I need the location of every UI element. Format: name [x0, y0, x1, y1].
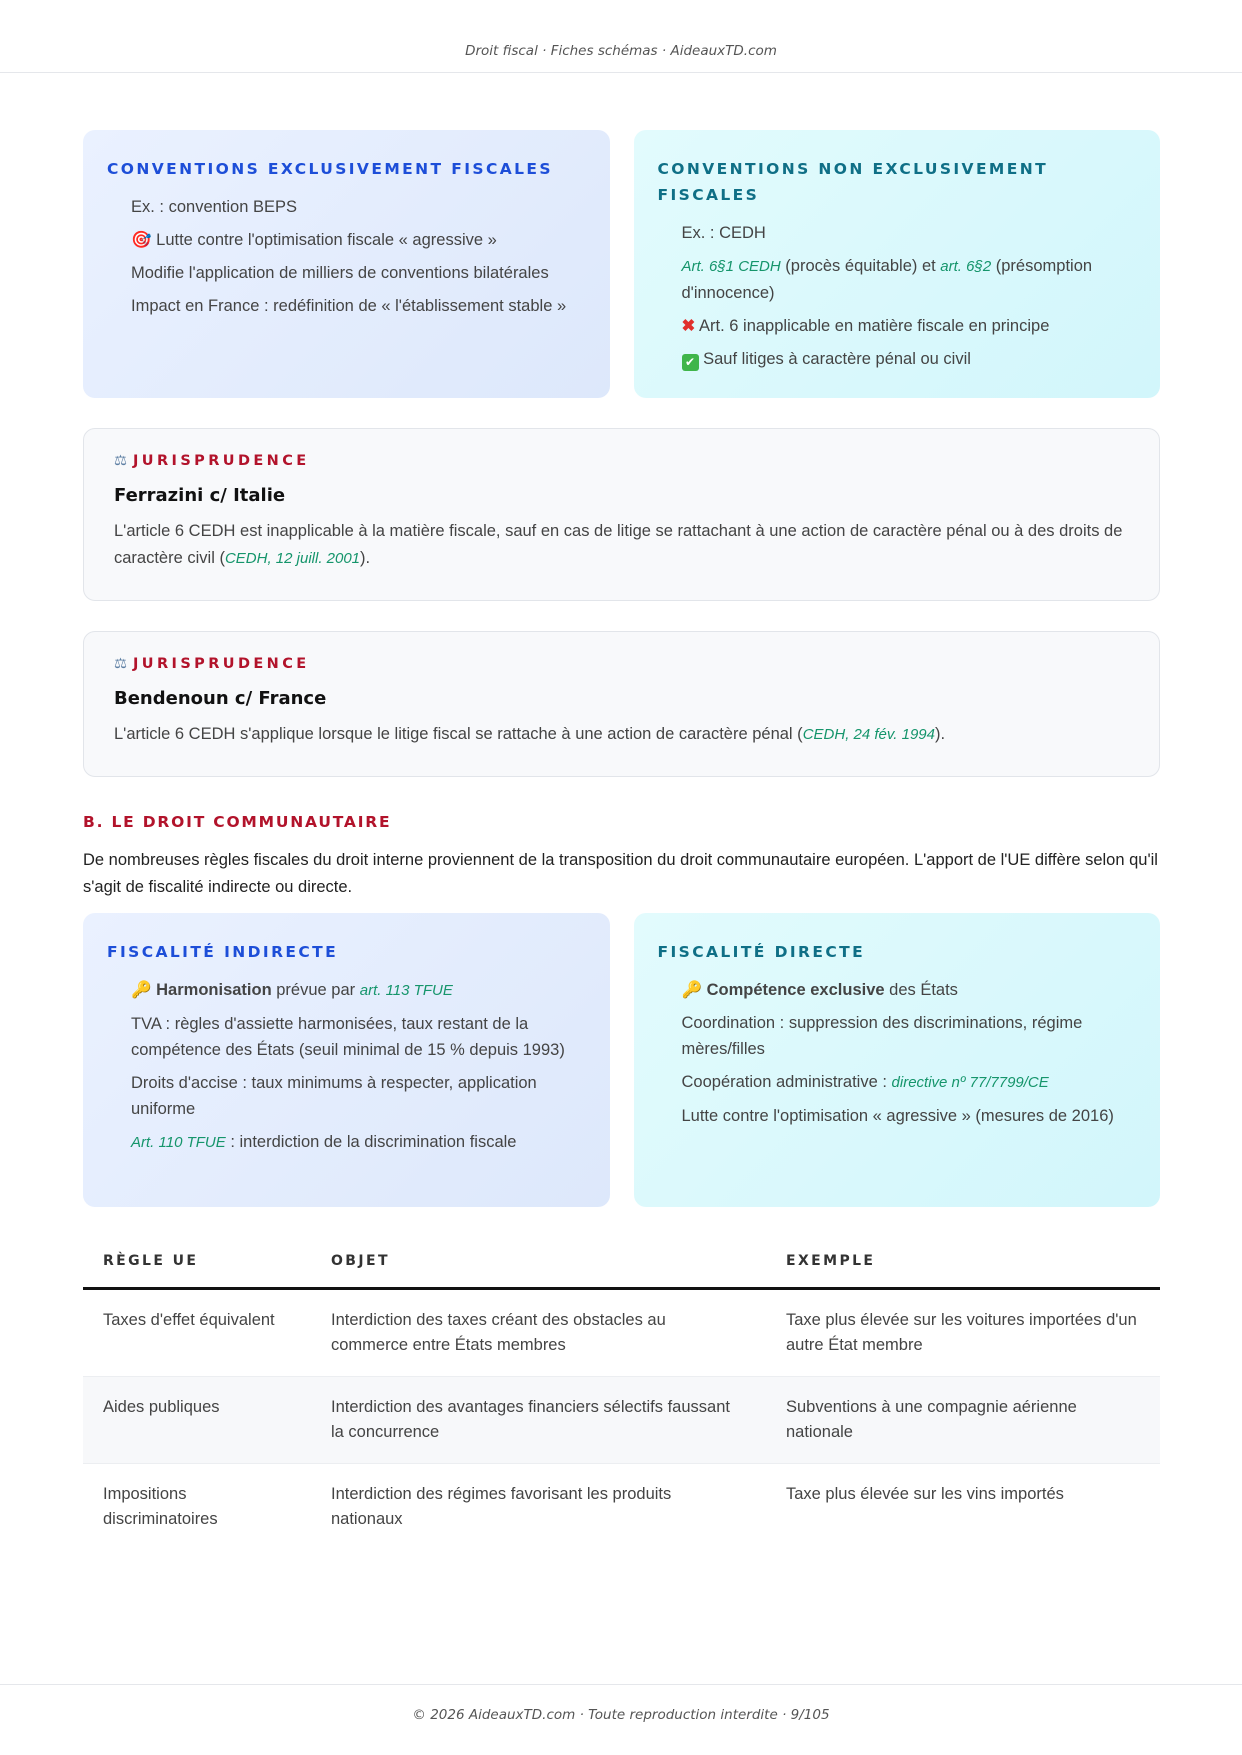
table-cell: Impositions discriminatoires: [103, 1485, 218, 1528]
list-item: [682, 1069, 1137, 1096]
legal-reference: Art. 6§1 CEDH: [681, 258, 781, 275]
item-bold: Harmonisation: [156, 981, 272, 999]
card-title: FISCALITÉ INDIRECTE: [107, 943, 339, 961]
item-bold: Compétence exclusive: [706, 981, 885, 999]
page-content: [83, 130, 1160, 1550]
tag-label: JURISPRUDENCE: [133, 453, 310, 469]
legal-reference: CEDH, 12 juill. 2001: [224, 550, 361, 567]
table-cell: Interdiction des avantages financiers sélectifs faussant la concurrence: [311, 1377, 766, 1464]
table-cell: Taxe plus élevée sur les vins importés: [786, 1485, 1064, 1503]
jurisprudence-tag: [114, 451, 1129, 471]
jurisprudence-tag: [114, 654, 1129, 674]
item-text: Coopération administrative :: [681, 1073, 892, 1091]
case-name: Bendenoun c/ France: [114, 688, 327, 709]
list-item: Coordination : suppression des discriminations, régime mères/filles: [681, 1014, 1083, 1058]
column-header: EXEMPLE: [766, 1253, 1160, 1289]
footer-text: © 2026 AideauxTD.com · Toute reproduction interdite · 9/105: [412, 1707, 830, 1723]
item-text: Art. 6 inapplicable en matière fiscale en principe: [699, 317, 1050, 335]
scales-icon: ⚖: [114, 656, 127, 672]
table-cell: Interdiction des taxes créant des obstacles au commerce entre États membres: [311, 1289, 766, 1377]
card-list: [107, 194, 586, 319]
list-item: [131, 1129, 586, 1156]
page-footer: [0, 1684, 1242, 1755]
card-title: CONVENTIONS NON EXCLUSIVEMENT FISCALES: [657, 160, 1049, 204]
list-item: Impact en France : redéfinition de « l'établissement stable »: [131, 297, 567, 315]
case-summary: [114, 721, 1129, 748]
table-cell: Taxe plus élevée sur les voitures importées d'un autre État membre: [766, 1289, 1160, 1377]
list-item: [131, 977, 586, 1004]
scales-icon: ⚖: [114, 453, 127, 469]
table-cell: Subventions à une compagnie aérienne nationale: [766, 1377, 1160, 1464]
conventions-row: [83, 130, 1160, 398]
table-row: [83, 1377, 1160, 1464]
legal-reference: art. 6§2: [940, 258, 992, 275]
table-cell: Taxes d'effet équivalent: [83, 1289, 311, 1377]
jurisprudence-box: [83, 428, 1160, 601]
header-text: Droit fiscal · Fiches schémas · AideauxTD.com: [465, 43, 777, 59]
item-text: (présomption d'innocence): [681, 257, 1093, 302]
legal-reference: Art. 110 TFUE: [131, 1134, 226, 1151]
case-summary: [114, 518, 1129, 572]
list-item: [682, 313, 1137, 339]
list-item: Droits d'accise : taux minimums à respecter, application uniforme: [131, 1074, 537, 1118]
cross-icon: ✖: [681, 317, 696, 335]
section-title: B. LE DROIT COMMUNAUTAIRE: [83, 813, 392, 831]
legal-reference: art. 113 TFUE: [359, 982, 453, 999]
list-item: Ex. : convention BEPS: [131, 198, 298, 216]
list-item: TVA : règles d'assiette harmonisées, taux restant de la compétence des États (seuil minimal de 15 % depuis 1993): [131, 1015, 565, 1059]
column-header: RÈGLE UE: [83, 1253, 311, 1289]
list-item: Lutte contre l'optimisation « agressive » (mesures de 2016): [681, 1107, 1114, 1125]
card-non-exclusively-fiscal: [634, 130, 1161, 398]
check-icon: ✔: [682, 354, 699, 371]
eu-rules-table: [83, 1253, 1160, 1550]
card-exclusively-fiscal: [83, 130, 610, 398]
jurisprudence-box: [83, 631, 1160, 777]
key-icon: 🔑: [131, 980, 152, 999]
card-indirect-taxation: [83, 913, 610, 1207]
table-row: [83, 1464, 1160, 1551]
list-item: [682, 977, 1137, 1003]
summary-text: L'article 6 CEDH s'applique lorsque le litige fiscal se rattache à une action de caractère pénal (: [114, 725, 803, 743]
summary-text: L'article 6 CEDH est inapplicable à la matière fiscale, sauf en cas de litige se rattachant à une action de caractère pénal ou à des droits de caractère civil (: [114, 522, 1123, 567]
case-name: Ferrazini c/ Italie: [114, 485, 286, 506]
item-text: prévue par: [271, 981, 360, 999]
card-list: [107, 977, 586, 1156]
target-icon: 🎯: [131, 230, 152, 249]
page-header: [0, 0, 1242, 73]
item-text: Sauf litiges à caractère pénal ou civil: [703, 350, 971, 368]
item-text: : interdiction de la discrimination fiscale: [225, 1133, 517, 1151]
list-item: Modifie l'application de milliers de conventions bilatérales: [131, 264, 549, 282]
list-item: [682, 346, 1137, 372]
card-direct-taxation: [634, 913, 1161, 1207]
card-list: [658, 977, 1137, 1129]
item-text: Lutte contre l'optimisation fiscale « agressive »: [156, 231, 497, 249]
item-text: (procès équitable) et: [780, 257, 941, 275]
legal-reference: directive nº 77/7799/CE: [891, 1074, 1049, 1091]
summary-end: ).: [360, 549, 371, 567]
item-text: des États: [884, 981, 958, 999]
card-list: [658, 220, 1137, 372]
tag-label: JURISPRUDENCE: [133, 656, 310, 672]
section-intro: De nombreuses règles fiscales du droit interne proviennent de la transposition du droit communautaire européen. L'apport de l'UE diffère selon qu'il s'agit de fiscalité indirecte ou directe.: [83, 851, 1158, 896]
column-header: OBJET: [311, 1253, 766, 1289]
list-item: Ex. : CEDH: [681, 224, 766, 242]
table-row: [83, 1289, 1160, 1377]
card-title: FISCALITÉ DIRECTE: [657, 943, 866, 961]
fiscality-row: [83, 913, 1160, 1207]
legal-reference: CEDH, 24 fév. 1994: [802, 726, 935, 743]
summary-end: ).: [934, 725, 946, 743]
table-cell: Aides publiques: [83, 1377, 311, 1464]
list-item: [682, 253, 1137, 306]
table-header-row: [83, 1253, 1160, 1289]
table-cell: Interdiction des régimes favorisant les produits nationaux: [331, 1485, 672, 1528]
key-icon: 🔑: [681, 980, 703, 999]
card-title: CONVENTIONS EXCLUSIVEMENT FISCALES: [107, 160, 553, 178]
list-item: [131, 227, 586, 253]
